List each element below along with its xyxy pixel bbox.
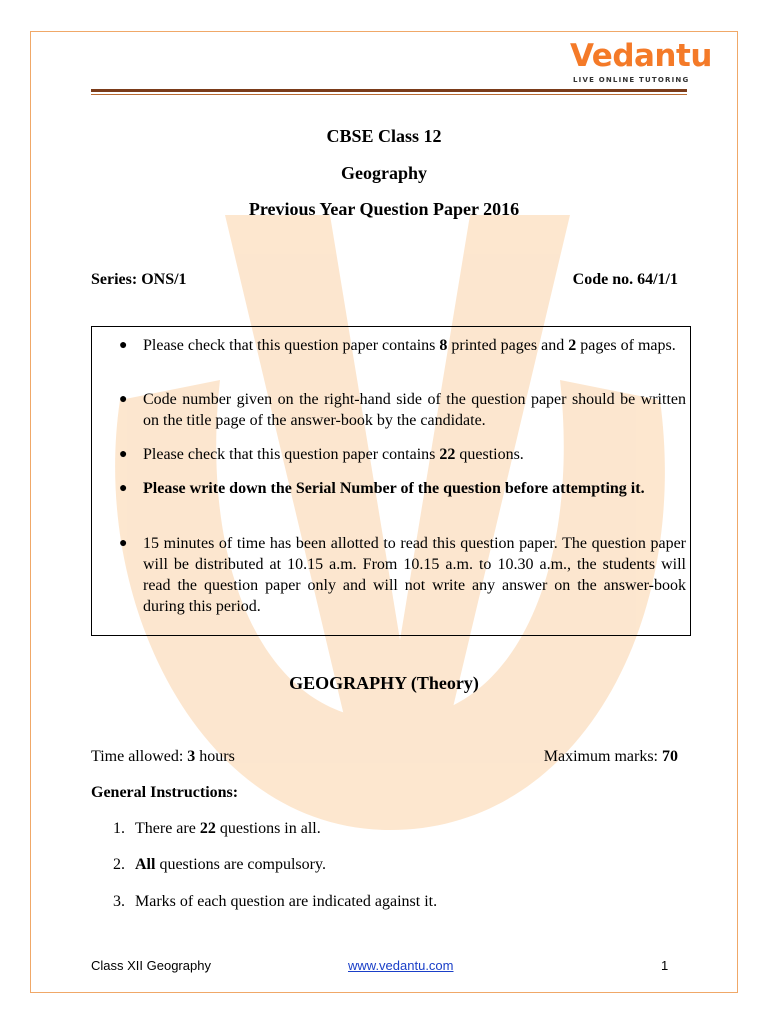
footer-class-label: Class XII Geography [91,958,211,973]
logo-tagline: LIVE ONLINE TUTORING [573,76,690,84]
code-number: Code no. 64/1/1 [572,271,678,288]
bullet-icon: ● [119,338,128,353]
bullet-icon: ● [119,392,128,407]
instruction-item: 2. All questions are compulsory. [113,856,326,873]
series-label: Series: ONS/1 [91,271,187,288]
notice-item-code-number: ● Code number given on the right-hand side of the question paper should be written on the title page of the answer-book by the candidate. [119,391,686,429]
notice-box [91,326,691,636]
instruction-item: 1. There are 22 questions in all. [113,820,321,837]
vedantu-logo[interactable] [560,38,712,88]
logo-wordmark: Vedantu [570,38,712,74]
time-allowed: Time allowed: 3 hours [91,748,235,765]
header-rule [91,89,687,92]
title-subject: Geography [340,163,427,183]
footer-website-link[interactable]: www.vedantu.com [348,958,454,973]
instruction-item: 3. Marks of each question are indicated against it. [113,893,438,910]
title-paper: Previous Year Question Paper 2016 [248,199,520,219]
notice-item-questions: ● Please check that this question paper contains 22 questions. [119,446,524,463]
header-rule-thin [91,94,687,95]
general-instructions-heading: General Instructions: [91,784,239,801]
notice-item-reading-time: ● 15 minutes of time has been allotted to read this question paper. The question paper will be distributed at 10.15 a.m. From 10.15 a.m. to 10.30 a.m., the students will read the question paper only and will not write any answer on the answer-book during this period. [119,535,686,615]
maximum-marks: Maximum marks: 70 [543,748,678,765]
bullet-icon: ● [119,481,128,496]
page-number: 1 [661,958,669,973]
bullet-icon: ● [119,447,128,462]
title-class: CBSE Class 12 [326,126,442,146]
notice-item-serial-number: ● Please write down the Serial Number of the question before attempting it. [119,480,645,497]
notice-item-pages: ● Please check that this question paper contains 8 printed pages and 2 pages of maps. [119,337,676,354]
bullet-icon: ● [119,536,128,551]
section-title: GEOGRAPHY (Theory) [289,673,479,693]
